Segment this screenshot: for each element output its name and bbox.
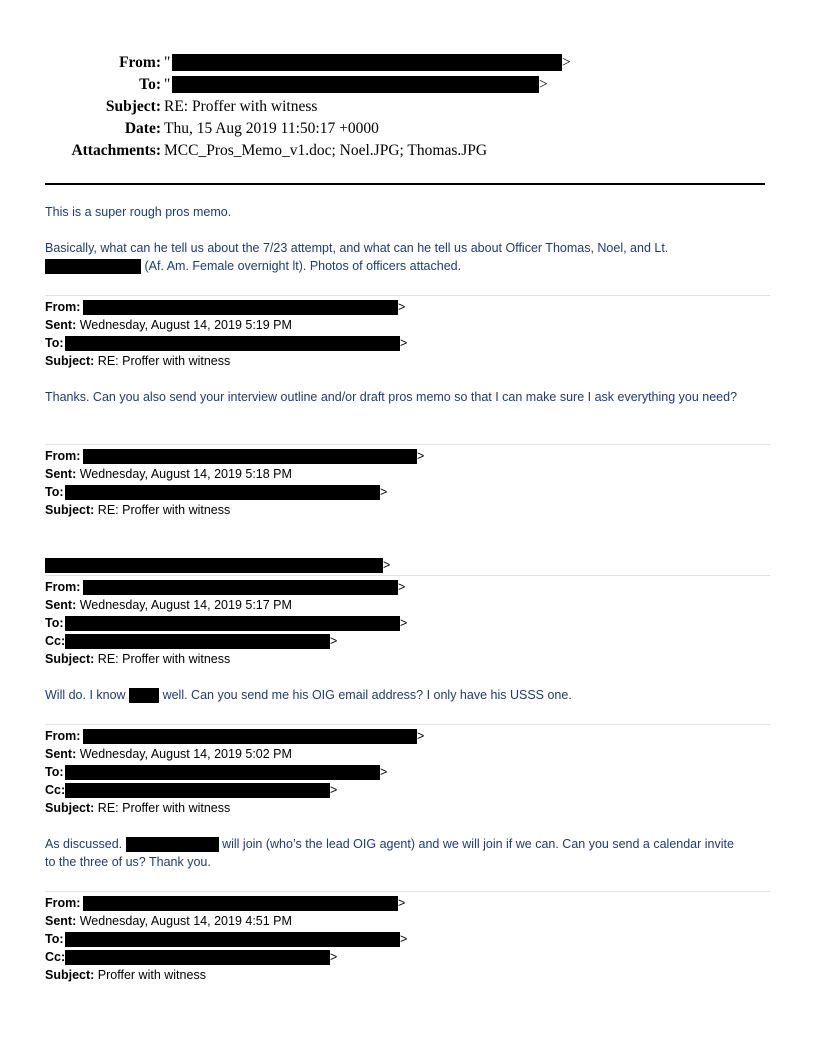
header-to-quote: " xyxy=(164,76,171,93)
sent-label: Sent: xyxy=(45,467,77,481)
subject-label: Subject: xyxy=(45,354,95,368)
header-attachments-value[interactable]: MCC_Pros_Memo_v1.doc; Noel.JPG; Thomas.JPG xyxy=(164,142,488,159)
subject-value: RE: Proffer with witness xyxy=(97,354,231,368)
angle-bracket: > xyxy=(417,729,425,743)
message-separator xyxy=(45,575,770,576)
redaction-bar xyxy=(65,932,400,947)
message-subject-row xyxy=(45,650,230,668)
redaction-bar xyxy=(65,616,400,631)
subject-label: Subject: xyxy=(45,801,95,815)
message-cc-row xyxy=(45,948,65,966)
sent-value: Wednesday, August 14, 2019 5:18 PM xyxy=(79,467,292,481)
message-from-row xyxy=(45,447,80,465)
message-from-row xyxy=(45,894,80,912)
body-paragraph-2-text: (Af. Am. Female overnight lt). Photos of officers attached. xyxy=(144,259,462,273)
message-sent-row xyxy=(45,912,292,930)
sent-value: Wednesday, August 14, 2019 5:19 PM xyxy=(79,318,292,332)
subject-label: Subject: xyxy=(45,968,95,982)
sent-label: Sent: xyxy=(45,747,77,761)
sent-value: Wednesday, August 14, 2019 4:51 PM xyxy=(79,914,292,928)
cc-label: Cc: xyxy=(45,783,66,797)
from-label: From: xyxy=(45,300,81,314)
angle-bracket: > xyxy=(398,300,406,314)
message-separator xyxy=(45,295,770,296)
redaction-bar xyxy=(45,558,383,573)
message-to-row xyxy=(45,763,64,781)
message-sent-row xyxy=(45,465,292,483)
message-to-row xyxy=(45,483,64,501)
angle-bracket: > xyxy=(400,616,408,630)
body-paragraph-1: This is a super rough pros memo. xyxy=(45,205,232,219)
header-date-label: Date: xyxy=(124,120,161,137)
message-subject-row xyxy=(45,352,230,370)
from-label: From: xyxy=(45,729,81,743)
message-body xyxy=(45,686,770,704)
cc-label: Cc: xyxy=(45,950,66,964)
redaction-bar xyxy=(65,950,330,965)
header-attachments-label: Attachments: xyxy=(71,142,161,159)
from-label: From: xyxy=(45,896,81,910)
header-to-label: To: xyxy=(139,76,161,93)
subject-value: RE: Proffer with witness xyxy=(97,652,231,666)
message-body-line-2: to the three of us? Thank you. xyxy=(45,855,211,869)
header-subject-label: Subject: xyxy=(105,98,161,115)
to-label: To: xyxy=(45,336,64,350)
sent-label: Sent: xyxy=(45,598,77,612)
message-sent-row xyxy=(45,316,292,334)
cc-label: Cc: xyxy=(45,634,66,648)
sent-label: Sent: xyxy=(45,914,77,928)
to-label: To: xyxy=(45,765,64,779)
angle-bracket: > xyxy=(330,783,338,797)
redaction-bar xyxy=(65,765,380,780)
message-cc-row xyxy=(45,781,65,799)
message-body-part-a: Will do. I know xyxy=(45,688,126,702)
message-to-row xyxy=(45,930,64,948)
angle-bracket: > xyxy=(400,932,408,946)
message-body-line-1 xyxy=(45,835,770,853)
redaction-bar xyxy=(83,580,398,595)
message-from-row xyxy=(45,298,80,316)
subject-label: Subject: xyxy=(45,503,95,517)
message-separator xyxy=(45,724,770,725)
from-label: From: xyxy=(45,580,81,594)
header-subject-value: RE: Proffer with witness xyxy=(164,98,318,115)
angle-bracket: > xyxy=(383,558,391,572)
message-sent-row xyxy=(45,745,292,763)
angle-bracket: > xyxy=(330,950,338,964)
message-body: Thanks. Can you also send your interview outline and/or draft pros memo so that I can make sure I ask everything you need? xyxy=(45,390,738,404)
to-label: To: xyxy=(45,616,64,630)
message-from-row xyxy=(45,578,80,596)
angle-bracket: > xyxy=(380,765,388,779)
message-body-part-b: well. Can you send me his OIG email address? I only have his USSS one. xyxy=(162,688,572,702)
message-subject-row xyxy=(45,799,230,817)
to-label: To: xyxy=(45,932,64,946)
header-from-quote: " xyxy=(164,54,171,71)
redaction-bar xyxy=(65,336,400,351)
sent-value: Wednesday, August 14, 2019 5:02 PM xyxy=(79,747,292,761)
message-sent-row xyxy=(45,596,292,614)
subject-value: RE: Proffer with witness xyxy=(97,503,231,517)
message-cc-row xyxy=(45,632,65,650)
body-paragraph-2-line-2 xyxy=(45,257,770,275)
angle-bracket: > xyxy=(400,336,408,350)
angle-bracket: > xyxy=(398,580,406,594)
message-from-row xyxy=(45,727,80,745)
redaction-bar xyxy=(45,259,141,274)
redaction-bar xyxy=(65,783,330,798)
angle-bracket: > xyxy=(417,449,425,463)
redaction-bar xyxy=(126,837,219,852)
subject-value: RE: Proffer with witness xyxy=(97,801,231,815)
redaction-bar xyxy=(83,729,417,744)
redaction-bar xyxy=(65,634,330,649)
subject-value: Proffer with witness xyxy=(97,968,206,982)
redaction-bar xyxy=(83,449,417,464)
header-from-angle: > xyxy=(562,54,571,71)
angle-bracket: > xyxy=(380,485,388,499)
redaction-bar xyxy=(83,896,398,911)
message-to-row xyxy=(45,614,64,632)
sent-label: Sent: xyxy=(45,318,77,332)
header-date-value: Thu, 15 Aug 2019 11:50:17 +0000 xyxy=(164,120,379,137)
message-separator xyxy=(45,444,770,445)
from-label: From: xyxy=(45,449,81,463)
message-subject-row xyxy=(45,966,206,984)
to-label: To: xyxy=(45,485,64,499)
redaction-bar xyxy=(129,688,159,703)
message-to-row xyxy=(45,334,64,352)
sent-value: Wednesday, August 14, 2019 5:17 PM xyxy=(79,598,292,612)
body-paragraph-2-line-1: Basically, what can he tell us about the 7/23 attempt, and what can he tell us about Officer Thomas, Noel, and Lt. xyxy=(45,241,669,255)
redaction-bar xyxy=(83,300,398,315)
redaction-bar xyxy=(65,485,380,500)
message-subject-row xyxy=(45,501,230,519)
angle-bracket: > xyxy=(330,634,338,648)
header-from-label: From: xyxy=(119,54,161,71)
message-body-part-a: As discussed. xyxy=(45,837,123,851)
header-to-angle: > xyxy=(539,76,548,93)
message-separator xyxy=(45,891,770,892)
angle-bracket: > xyxy=(398,896,406,910)
subject-label: Subject: xyxy=(45,652,95,666)
message-body-part-b: will join (who’s the lead OIG agent) and we will join if we can. Can you send a calendar invite xyxy=(222,837,734,851)
